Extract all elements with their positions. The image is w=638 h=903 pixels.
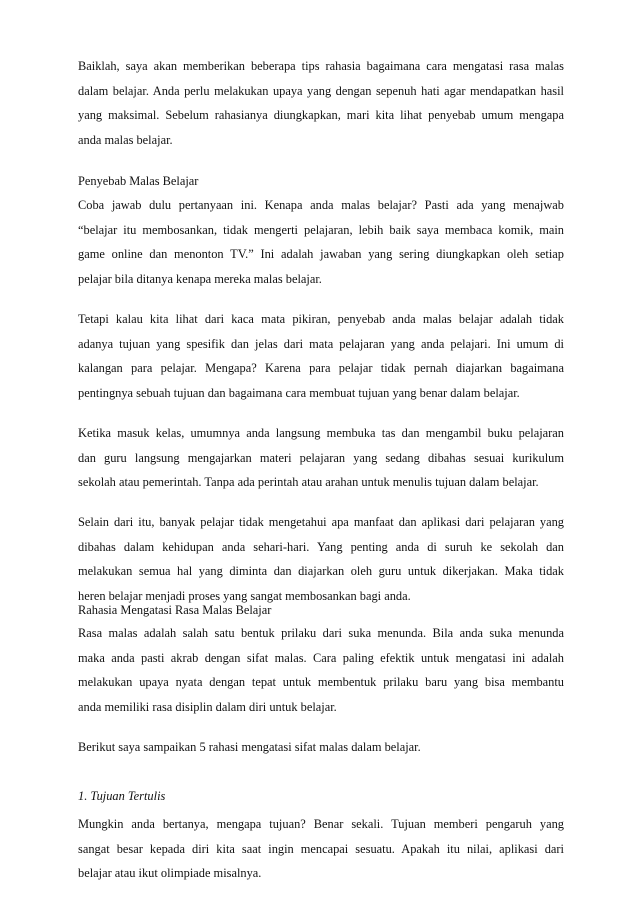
section-heading: 1. Tujuan Tertulis (78, 789, 166, 803)
paragraph-line: “belajar itu membosankan, tidak mengerti pelajaran, lebih baik saya membaca komik, main (78, 222, 564, 237)
paragraph-line: sekolah atau pemerintah. Tanpa ada perintah atau arahan untuk menulis tujuan dalam belajar. (78, 475, 539, 489)
paragraph-line: Ketika masuk kelas, umumnya anda langsung membuka tas dan mengambil buku pelajaran (78, 426, 564, 440)
paragraph-line: game online dan menonton TV.” Ini adalah jawaban yang sering diungkapkan oleh setiap (78, 247, 564, 261)
paragraph-line: Coba jawab dulu pertanyaan ini. Kenapa anda malas belajar? Pasti ada yang menajwab (78, 198, 564, 212)
paragraph-line: pelajar bila ditanya kenapa mereka malas belajar. (78, 271, 322, 286)
paragraph-line: dalam belajar. Anda perlu melakukan upaya yang dengan sepenuh hati agar mendapatkan hasil (78, 83, 564, 98)
paragraph-line: belajar atau ikut olimpiade misalnya. (78, 866, 262, 880)
paragraph-line: adanya tujuan yang spesifik dan jelas dari mata pelajaran yang anda pelajari. Ini umum di (78, 336, 564, 351)
paragraph-line: melakukan upaya nyata dengan tepat untuk membentuk prilaku baru yang bisa membantu (78, 675, 564, 689)
paragraph-line: Mungkin anda bertanya, mengapa tujuan? Benar sekali. Tujuan memberi pengaruh yang (78, 817, 564, 831)
section-heading: Rahasia Mengatasi Rasa Malas Belajar (78, 603, 272, 617)
paragraph-line: anda memiliki rasa disiplin dalam diri untuk belajar. (78, 699, 337, 714)
paragraph-line: pentingnya sebuah tujuan dan bagaimana cara membuat tujuan yang benar dalam belajar. (78, 385, 520, 400)
section-heading: Penyebab Malas Belajar (78, 174, 199, 188)
paragraph-line: Baiklah, saya akan memberikan beberapa tips rahasia bagaimana cara mengatasi rasa malas (78, 59, 564, 73)
paragraph-line: anda malas belajar. (78, 132, 173, 147)
paragraph-line: Selain dari itu, banyak pelajar tidak mengetahui apa manfaat dan aplikasi dari pelajaran yang (78, 515, 564, 529)
paragraph-line: Rasa malas adalah salah satu bentuk prilaku dari suka menunda. Bila anda suka menunda (78, 626, 564, 640)
paragraph-line: maka anda pasti akrab dengan sifat malas. Cara paling efektik untuk mengatasi ini adalah (78, 650, 564, 665)
paragraph-line: sangat besar kepada diri kita saat ingin mencapai sesuatu. Apakah itu nilai, aplikasi dari (78, 841, 564, 856)
paragraph-line: dan guru langsung mengajarkan materi pelajaran yang sedang dibahas sesuai kurikulum (78, 450, 564, 465)
paragraph-line: Berikut saya sampaikan 5 rahasi mengatasi sifat malas dalam belajar. (78, 740, 421, 754)
paragraph-line: heren belajar menjadi proses yang sangat membosankan bagi anda. (78, 588, 411, 603)
paragraph-line: dibahas dalam kehidupan anda sehari-hari. Yang penting anda di suruh ke sekolah dan (78, 539, 564, 554)
paragraph-line: melakukan semua hal yang diminta dan diajarkan oleh guru untuk dikerjakan. Maka tidak (78, 564, 564, 578)
paragraph-line: kalangan para pelajar. Mengapa? Karena para pelajar tidak pernah diajarkan bagaimana (78, 361, 564, 375)
paragraph-line: Tetapi kalau kita lihat dari kaca mata pikiran, penyebab anda malas belajar adalah tidak (78, 312, 564, 326)
paragraph-line: yang maksimal. Sebelum rahasianya diungkapkan, mari kita lihat penyebab umum mengapa (78, 108, 564, 122)
